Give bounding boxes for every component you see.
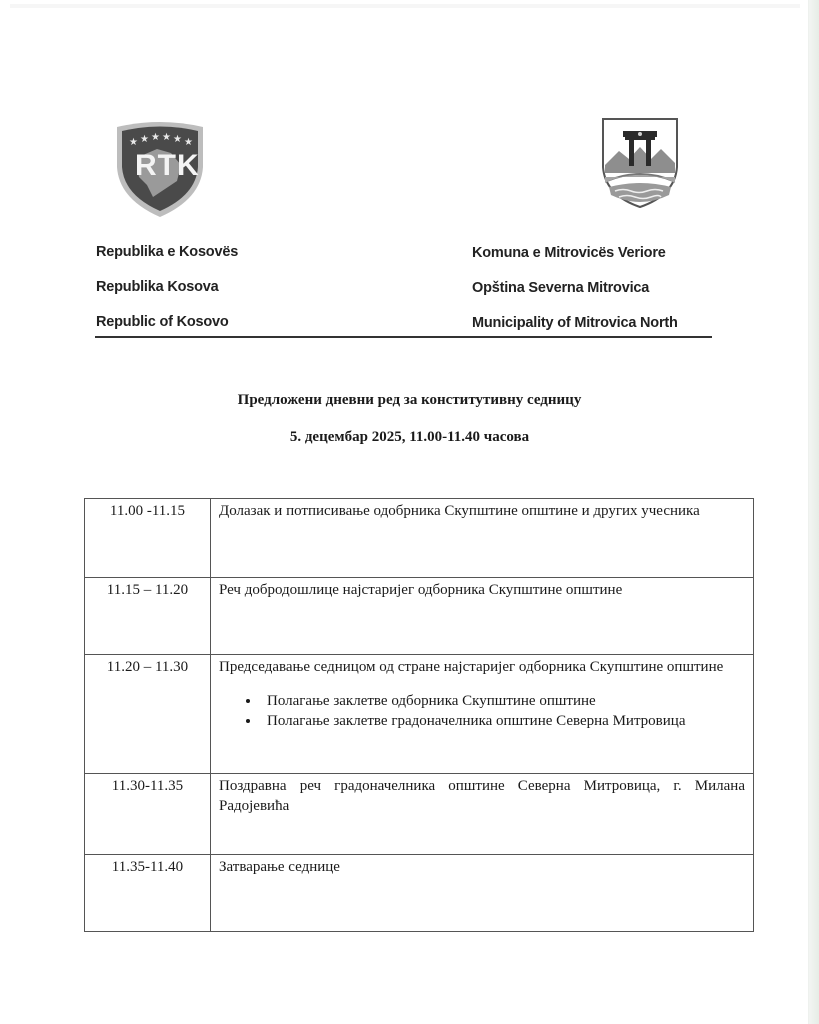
agenda-row [85, 499, 754, 578]
agenda-row [85, 655, 754, 774]
agenda-sub-items [219, 691, 745, 731]
agenda-item: Долазак и потписивање одобрника Скупштине општине и других учесника [211, 499, 754, 578]
svg-text:★: ★ [140, 134, 149, 145]
header-right-line-3: Municipality of Mitrovica North [472, 315, 678, 331]
header-left-line-2: Republika Kosova [96, 279, 219, 295]
svg-text:★: ★ [129, 137, 138, 148]
svg-text:★: ★ [173, 134, 182, 145]
svg-text:★: ★ [184, 137, 193, 148]
document-subtitle: 5. децембар 2025, 11.00-11.40 часова [289, 429, 530, 445]
document-title: Предложени дневни ред за конститутивну седницу [237, 392, 582, 408]
scan-artifact [10, 4, 800, 8]
agenda-row [85, 855, 754, 932]
agenda-row [85, 578, 754, 655]
agenda-item [211, 655, 754, 774]
header-right-line-2: Opština Severna Mitrovica [472, 280, 650, 296]
page-edge [808, 0, 819, 1024]
agenda-table [84, 498, 754, 932]
agenda-sub-item: • Полагање заклетве градоначелника општине Северна Митровица [261, 711, 745, 731]
agenda-time: 11.15 – 11.20 [85, 578, 211, 655]
agenda-time: 11.00 -11.15 [85, 499, 211, 578]
agenda-time: 11.35-11.40 [85, 855, 211, 932]
logo-text: RTK [135, 149, 200, 182]
agenda-time: 11.30-11.35 [85, 774, 211, 855]
agenda-time: 11.20 – 11.30 [85, 655, 211, 774]
svg-text:★: ★ [162, 132, 171, 143]
agenda-item-text: Председавање седницом од стране најстаријег одборника Скупштине општине [219, 659, 724, 675]
agenda-item: Реч добродошлице најстаријег одборника Скупштине општине [211, 578, 754, 655]
header-left-line-1: Republika e Kosovës [96, 244, 239, 260]
header-left-line-3: Republic of Kosovo [96, 314, 229, 330]
header-right-line-1: Komuna e Mitrovicës Veriore [472, 245, 666, 261]
agenda-item: Затварање седнице [211, 855, 754, 932]
agenda-sub-item: • Полагање заклетве одборника Скупштине општине [261, 691, 745, 711]
agenda-row [85, 774, 754, 855]
header-divider [95, 336, 712, 338]
rtk-kosovo-shield-icon [113, 119, 207, 219]
svg-text:★: ★ [151, 132, 160, 143]
agenda-item: Поздравна реч градоначелника општине Северна Митровица, г. Милана Радојевића [211, 774, 754, 855]
mitrovica-north-coat-of-arms-icon [601, 117, 679, 209]
